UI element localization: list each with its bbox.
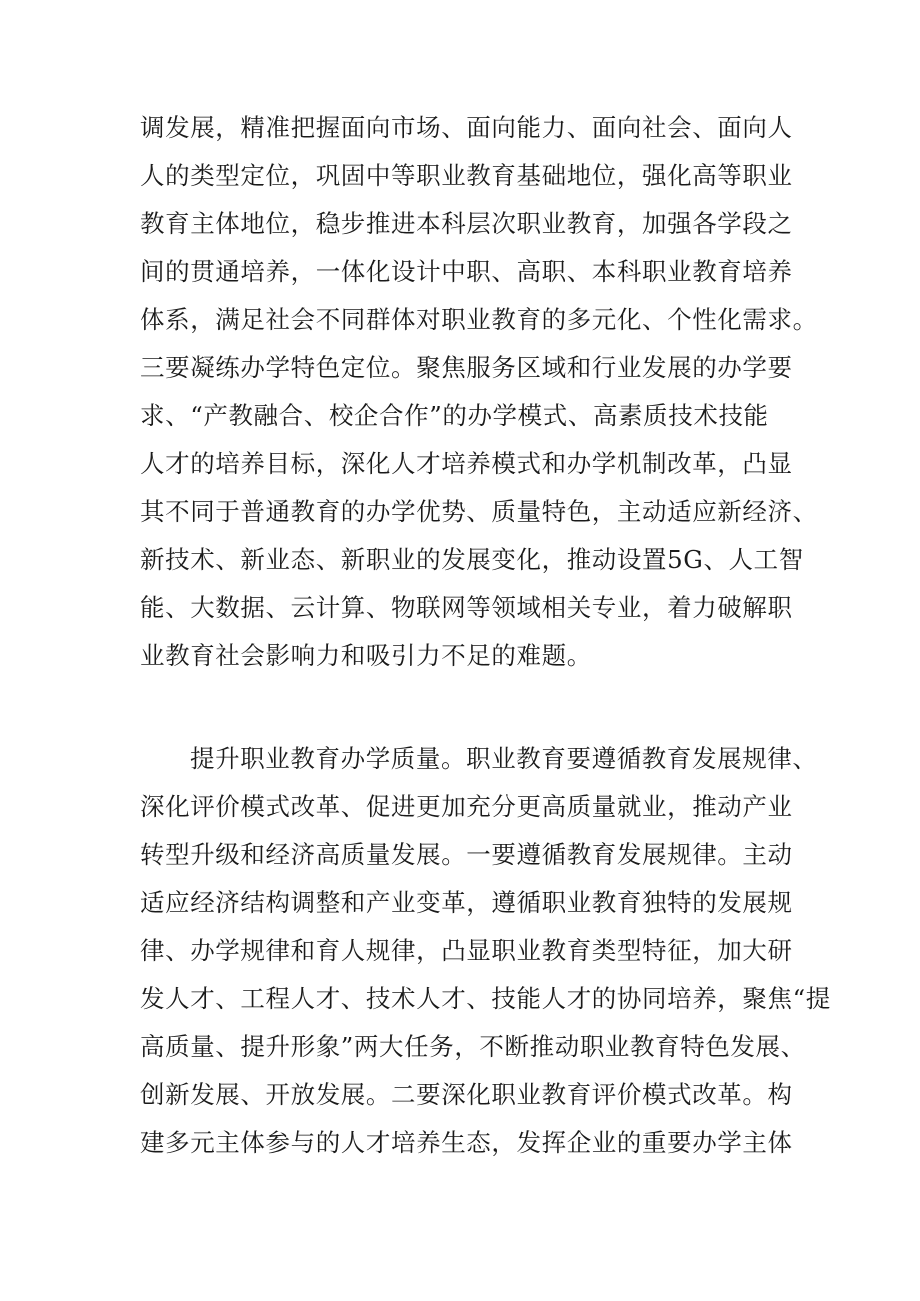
paragraph-line: 体系，满足社会不同群体对职业教育的多元化、个性化需求。 [140,305,818,334]
paragraph-line: 教育主体地位，稳步推进本科层次职业教育，加强各学段之 [140,209,793,238]
paragraph-line: 提升职业教育办学质量。职业教育要遵循教育发展规律、 [190,744,818,773]
paragraph-line: 调发展，精准把握面向市场、面向能力、面向社会、面向人 [140,113,793,142]
paragraph-line: 新技术、新业态、新职业的发展变化，推动设置5G、人工智 [140,545,804,574]
paragraph-line: 适应经济结构调整和产业变革，遵循职业教育独特的发展规 [140,888,793,917]
paragraph-line: 求、“产教融合、校企合作”的办学模式、高素质技术技能 [140,401,769,430]
paragraph-line: 其不同于普通教育的办学优势、质量特色，主动适应新经济、 [140,497,818,526]
paragraph-line: 创新发展、开放发展。二要深化职业教育评价模式改革。构 [140,1080,793,1109]
paragraph-line: 人才的培养目标，深化人才培养模式和办学机制改革，凸显 [140,449,793,478]
paragraph-line: 建多元主体参与的人才培养生态，发挥企业的重要办学主体 [140,1128,793,1157]
paragraph-line: 发人才、工程人才、技术人才、技能人才的协同培养，聚焦“提 [140,984,831,1013]
paragraph-line: 律、办学规律和育人规律，凸显职业教育类型特征，加大研 [140,936,793,965]
paragraph-line: 转型升级和经济高质量发展。一要遵循教育发展规律。主动 [140,840,793,869]
paragraph-line: 人的类型定位，巩固中等职业教育基础地位，强化高等职业 [140,161,793,190]
paragraph-line: 深化评价模式改革、促进更加充分更高质量就业，推动产业 [140,792,793,821]
paragraph-line: 三要凝练办学特色定位。聚焦服务区域和行业发展的办学要 [140,353,793,382]
paragraph-line: 间的贯通培养，一体化设计中职、高职、本科职业教育培养 [140,257,793,286]
paragraph-line: 能、大数据、云计算、物联网等领域相关专业，着力破解职 [140,593,793,622]
paragraph-line: 业教育社会影响力和吸引力不足的难题。 [140,641,592,670]
paragraph-line: 高质量、提升形象”两大任务，不断推动职业教育特色发展、 [140,1032,806,1061]
